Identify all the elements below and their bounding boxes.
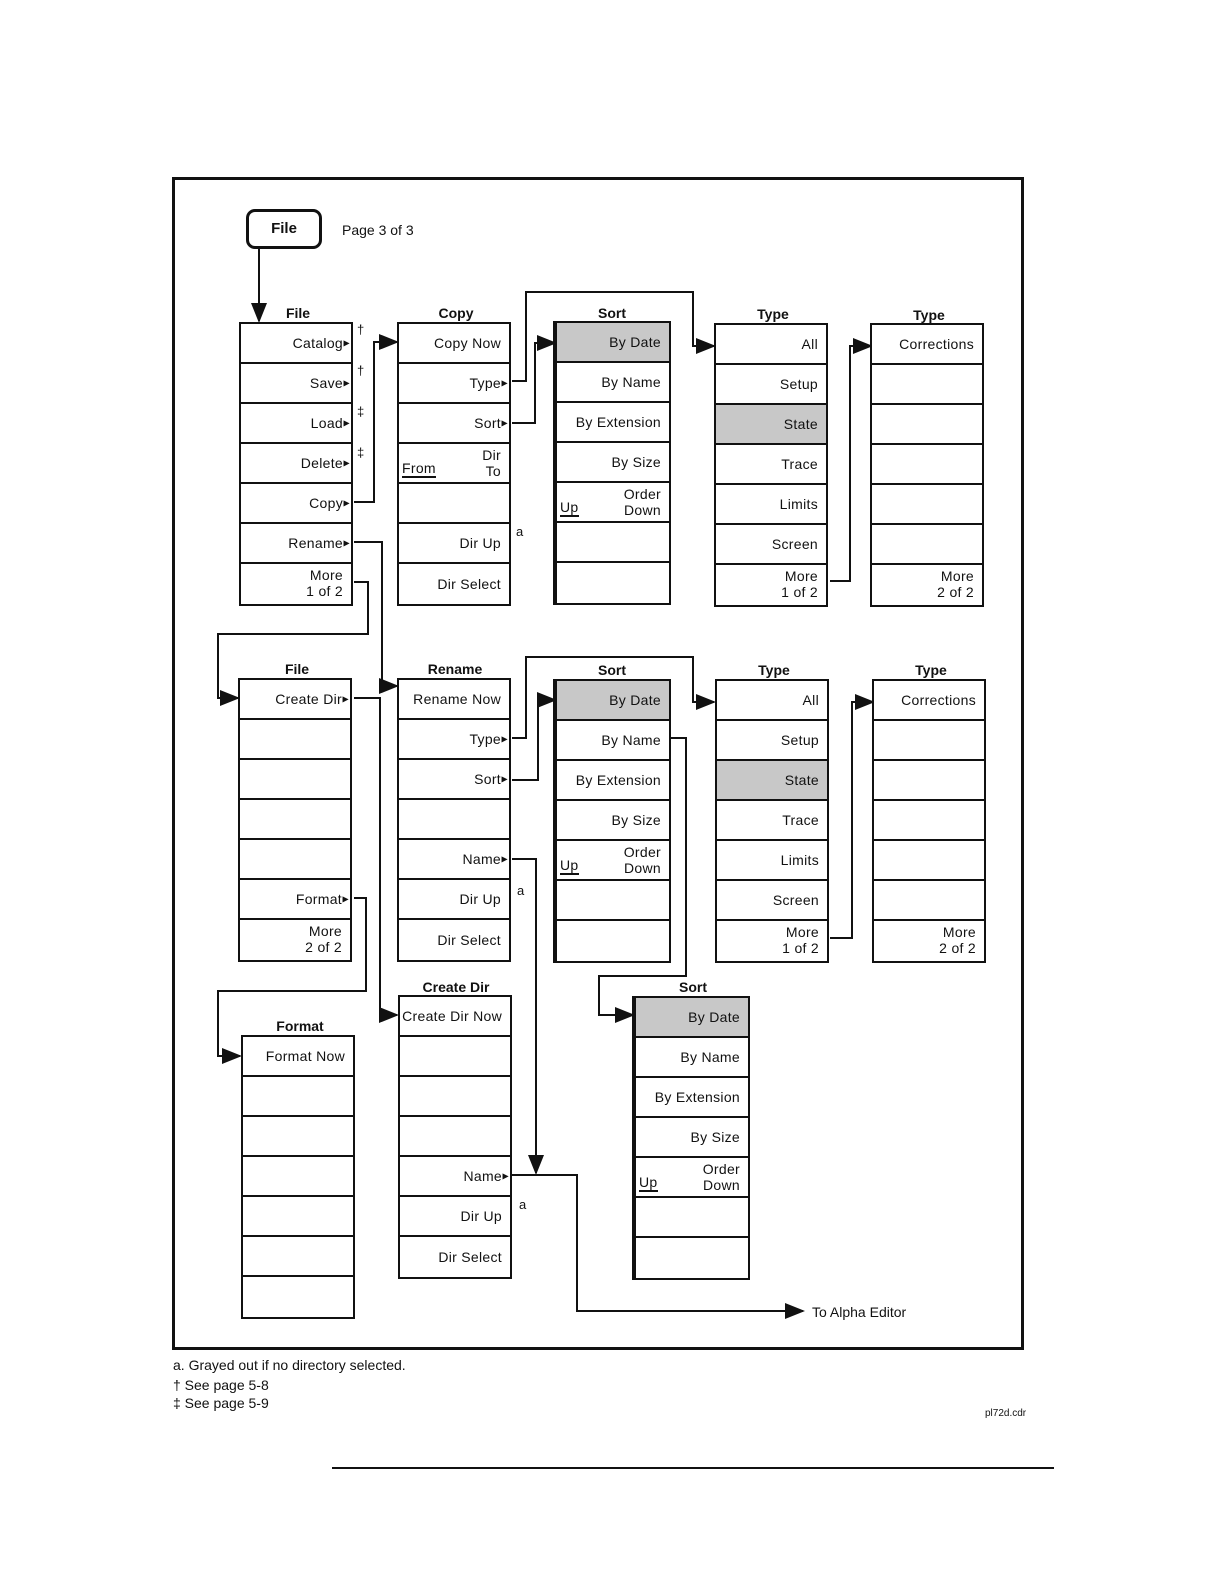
key-sort-by-size[interactable]: By Size — [636, 1118, 748, 1158]
menu-title-sort-3: Sort — [679, 979, 707, 995]
key-rename-sort[interactable]: Sort ▶ — [399, 760, 509, 800]
menu-create-dir — [398, 995, 512, 1279]
key-type-more-1of2[interactable]: More 1 of 2 — [782, 924, 819, 956]
key-blank — [872, 445, 982, 485]
key-copy-sort[interactable]: Sort ▶ — [399, 404, 509, 444]
key-blank — [874, 881, 984, 921]
key-sort-by-name[interactable]: By Name — [636, 1038, 748, 1078]
menu-title-copy: Copy — [438, 305, 474, 321]
menu-title-type-1b: Type — [913, 307, 945, 323]
key-type-all[interactable]: All — [717, 681, 827, 721]
file-hardkey[interactable]: File — [246, 209, 322, 249]
menu-title-file-2: File — [284, 661, 310, 677]
key-sort-by-date[interactable]: By Date — [557, 323, 669, 363]
menu-sort-1 — [553, 321, 671, 605]
menu-type-2-page2 — [872, 679, 986, 963]
menu-title-sort-2: Sort — [598, 662, 626, 678]
key-more-2of2[interactable]: More 2 of 2 — [305, 923, 342, 955]
key-sort-by-size[interactable]: By Size — [557, 801, 669, 841]
key-rename-now[interactable]: Rename Now — [399, 680, 509, 720]
key-copy-dir-select[interactable]: Dir Select — [437, 576, 501, 592]
key-rename-type[interactable]: Type ▶ — [399, 720, 509, 760]
key-blank — [874, 761, 984, 801]
menu-format — [241, 1035, 355, 1319]
mark-a-create-dir: a — [519, 1197, 527, 1212]
menu-title-format: Format — [276, 1018, 324, 1034]
key-create-dir-up[interactable]: Dir Up — [400, 1197, 510, 1237]
menu-title-sort-1: Sort — [598, 305, 626, 321]
key-blank — [872, 525, 982, 565]
menu-copy — [397, 322, 511, 606]
key-create-dir[interactable]: Create Dir ▶ — [240, 680, 350, 720]
key-copy[interactable]: Copy ▶ — [241, 484, 351, 524]
key-type-limits[interactable]: Limits — [716, 485, 826, 525]
key-blank — [872, 405, 982, 445]
key-sort-by-date[interactable]: By Date — [636, 998, 748, 1038]
key-copy-dir-up[interactable]: Dir Up — [399, 524, 509, 564]
key-blank — [872, 485, 982, 525]
key-type-screen[interactable]: Screen — [717, 881, 827, 921]
menu-type-1 — [714, 323, 828, 607]
key-create-dir-now[interactable]: Create Dir Now — [400, 997, 510, 1037]
key-blank — [243, 1157, 353, 1197]
key-type-trace[interactable]: Trace — [717, 801, 827, 841]
key-type-state[interactable]: State — [717, 761, 827, 801]
key-blank — [240, 720, 350, 760]
key-copy-now[interactable]: Copy Now — [399, 324, 509, 364]
key-sort-by-name[interactable]: By Name — [557, 363, 669, 403]
key-blank — [636, 1198, 748, 1238]
key-type-more-2of2[interactable]: More 2 of 2 — [937, 568, 974, 600]
key-sort-by-extension[interactable]: By Extension — [557, 761, 669, 801]
key-blank — [400, 1117, 510, 1157]
key-blank — [872, 365, 982, 405]
key-load[interactable]: Load ▶ — [241, 404, 351, 444]
menu-title-type-1: Type — [757, 306, 789, 322]
key-blank — [636, 1238, 748, 1278]
key-type-limits[interactable]: Limits — [717, 841, 827, 881]
key-blank — [243, 1197, 353, 1237]
key-sort-blank-1 — [557, 523, 669, 563]
menu-sort-2 — [553, 679, 671, 963]
key-blank — [400, 1037, 510, 1077]
key-create-dir-name[interactable]: Name ▶ — [400, 1157, 510, 1197]
key-more-1of2[interactable]: More 1 of 2 — [306, 567, 343, 599]
key-blank — [243, 1277, 353, 1317]
key-create-dir-select[interactable]: Dir Select — [438, 1249, 502, 1265]
key-dir-from-to[interactable]: Dir To From — [399, 444, 509, 484]
key-type-all[interactable]: All — [716, 325, 826, 365]
key-type-setup[interactable]: Setup — [717, 721, 827, 761]
menu-title-create-dir: Create Dir — [422, 979, 490, 995]
key-type-trace[interactable]: Trace — [716, 445, 826, 485]
key-type-screen[interactable]: Screen — [716, 525, 826, 565]
key-sort-blank-2 — [557, 563, 669, 603]
key-sort-by-name[interactable]: By Name — [557, 721, 669, 761]
key-blank — [874, 721, 984, 761]
key-blank — [243, 1077, 353, 1117]
menu-sort-3 — [632, 996, 750, 1280]
key-copy-blank — [399, 484, 509, 524]
key-sort-order[interactable]: Order Down Up — [636, 1158, 748, 1198]
key-type-corrections[interactable]: Corrections — [872, 325, 982, 365]
key-blank — [243, 1237, 353, 1277]
menu-type-1-page2 — [870, 323, 984, 607]
file-id: pl72d.cdr — [985, 1408, 1027, 1419]
key-sort-by-extension[interactable]: By Extension — [636, 1078, 748, 1118]
menu-title-rename: Rename — [427, 661, 483, 677]
key-rename-name[interactable]: Name ▶ — [399, 840, 509, 880]
mark-dagger-catalog: † — [357, 322, 365, 337]
key-type-setup[interactable]: Setup — [716, 365, 826, 405]
mark-ddagger-load: ‡ — [357, 404, 365, 419]
menu-type-2 — [715, 679, 829, 963]
key-sort-order[interactable]: Order Down Up — [557, 841, 669, 881]
menu-title-file-1: File — [285, 305, 311, 321]
key-sort-by-date[interactable]: By Date — [557, 681, 669, 721]
key-format-now[interactable]: Format Now — [243, 1037, 353, 1077]
key-type-corrections[interactable]: Corrections — [874, 681, 984, 721]
mark-ddagger-delete: ‡ — [357, 445, 365, 460]
key-rename-dir-select[interactable]: Dir Select — [437, 932, 501, 948]
footnote-a: a. Grayed out if no directory selected. — [173, 1357, 406, 1373]
key-save[interactable]: Save ▶ — [241, 364, 351, 404]
key-blank — [399, 800, 509, 840]
key-sort-by-size[interactable]: By Size — [557, 443, 669, 483]
key-blank — [240, 840, 350, 880]
menu-title-type-2: Type — [758, 662, 790, 678]
key-blank — [400, 1077, 510, 1117]
key-blank — [240, 760, 350, 800]
key-copy-type[interactable]: Type ▶ — [399, 364, 509, 404]
key-rename[interactable]: Rename ▶ — [241, 524, 351, 564]
key-blank — [240, 800, 350, 840]
key-type-more-2of2[interactable]: More 2 of 2 — [939, 924, 976, 956]
key-blank — [874, 841, 984, 881]
key-type-state[interactable]: State — [716, 405, 826, 445]
key-catalog[interactable]: Catalog ▶ — [241, 324, 351, 364]
key-rename-dir-up[interactable]: Dir Up — [399, 880, 509, 920]
mark-dagger-save: † — [357, 363, 365, 378]
menu-title-type-2b: Type — [915, 662, 947, 678]
mark-a-rename: a — [517, 883, 525, 898]
key-delete[interactable]: Delete ▶ — [241, 444, 351, 484]
mark-a-copy: a — [516, 524, 524, 539]
footnote-ddagger: ‡ See page 5-9 — [173, 1395, 269, 1411]
key-blank — [243, 1117, 353, 1157]
page-label: Page 3 of 3 — [342, 222, 414, 238]
page-rule — [332, 1467, 1054, 1469]
menu-file-page1 — [239, 322, 353, 606]
key-blank — [557, 881, 669, 921]
key-type-more-1of2[interactable]: More 1 of 2 — [781, 568, 818, 600]
key-blank — [874, 801, 984, 841]
key-format[interactable]: Format ▶ — [240, 880, 350, 920]
footnote-dagger: † See page 5-8 — [173, 1377, 269, 1393]
menu-rename — [397, 678, 511, 962]
key-sort-by-extension[interactable]: By Extension — [557, 403, 669, 443]
key-sort-order[interactable]: Order Down Up — [557, 483, 669, 523]
to-alpha-editor-label: To Alpha Editor — [812, 1304, 907, 1320]
menu-file-page2 — [238, 678, 352, 962]
key-blank — [557, 921, 669, 961]
